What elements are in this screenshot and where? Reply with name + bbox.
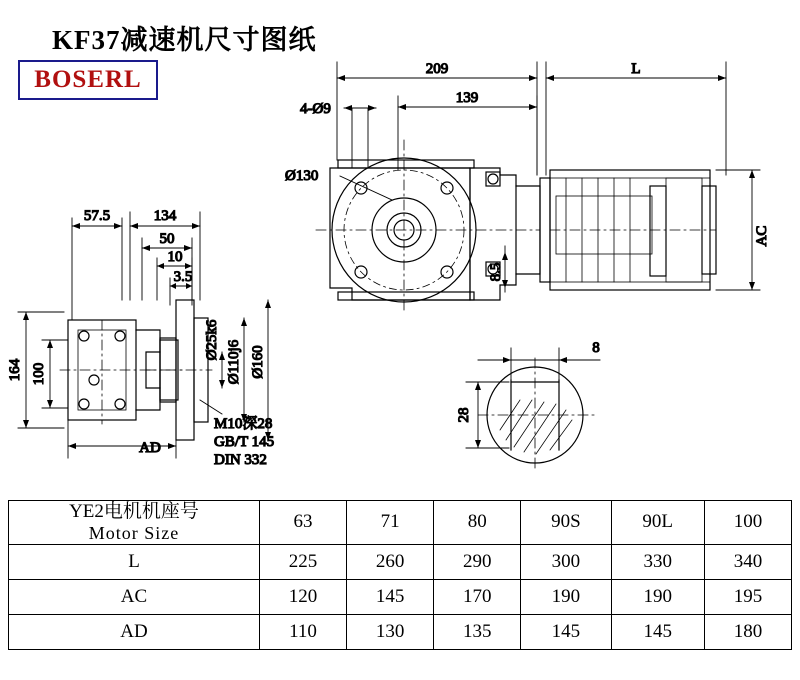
dim-label-O25k6: Ø25k6 — [204, 319, 220, 361]
dim-label-100: 100 — [31, 362, 47, 386]
table-col-header: 90L — [611, 501, 704, 545]
table-cell: 225 — [260, 544, 347, 579]
table-header-en: Motor Size — [88, 522, 180, 543]
page-title: KF37减速机尺寸图纸 — [52, 25, 317, 55]
table-cell: 330 — [611, 544, 704, 579]
dim-8 — [478, 348, 600, 384]
motor-size-table — [8, 500, 792, 650]
side-bolt — [115, 399, 125, 409]
table-row-label: AC — [9, 579, 260, 614]
dim-label-O160: Ø160 — [250, 345, 266, 379]
table-cell: 300 — [521, 544, 611, 579]
dim-label-164: 164 — [7, 358, 23, 382]
dim-label-134: 134 — [153, 208, 177, 224]
table-cell: 290 — [434, 544, 521, 579]
table-col-header: 100 — [704, 501, 791, 545]
table-header-cn: YE2电机机座号 — [69, 501, 199, 522]
table-cell: 130 — [347, 614, 434, 649]
table-row-label: L — [9, 544, 260, 579]
table-cell: 145 — [521, 614, 611, 649]
table-cell: 120 — [260, 579, 347, 614]
side-bolt — [115, 331, 125, 341]
brand-logo-text: BOSERL — [34, 66, 142, 93]
table-cell: 180 — [704, 614, 791, 649]
table-cell: 135 — [434, 614, 521, 649]
table-header-cell — [9, 501, 260, 545]
dim-57p5 — [72, 218, 122, 320]
housing-top-flange — [338, 160, 474, 168]
table-cell: 145 — [347, 579, 434, 614]
table-row-label: AD — [9, 614, 260, 649]
dim-label-O110j6: Ø110j6 — [226, 339, 242, 385]
table-cell: 340 — [704, 544, 791, 579]
note-standard-din332: DIN 332 — [214, 452, 267, 468]
dim-label-57p5: 57.5 — [83, 208, 111, 224]
dim-label-L: L — [631, 61, 641, 77]
table-cell: 110 — [260, 614, 347, 649]
table-col-header: 71 — [347, 501, 434, 545]
table-cell: 145 — [611, 614, 704, 649]
dim-209 — [337, 62, 537, 175]
dim-label-209: 209 — [425, 61, 449, 77]
side-bolt — [89, 375, 99, 385]
housing-bottom-flange — [338, 292, 474, 300]
table-cell: 190 — [611, 579, 704, 614]
dim-label-50: 50 — [159, 231, 175, 247]
table-row — [9, 579, 792, 614]
dim-L — [546, 62, 726, 175]
table-col-header: 90S — [521, 501, 611, 545]
dim-label-10: 10 — [167, 249, 183, 265]
table-cell: 195 — [704, 579, 791, 614]
motor-terminal-box — [650, 186, 666, 276]
motor-frame-window — [556, 196, 652, 254]
dim-label-8: 8 — [592, 340, 600, 356]
dim-label-3p5: 3.5 — [173, 269, 193, 285]
table-row — [9, 544, 792, 579]
table-cell: 260 — [347, 544, 434, 579]
dim-label-4xO9: 4-Ø9 — [300, 101, 331, 117]
dim-label-AC: AC — [754, 225, 770, 247]
dim-label-8p5: 8.5 — [488, 262, 504, 282]
gearbox-housing-outline — [330, 168, 470, 300]
side-bolt — [79, 331, 89, 341]
dim-label-O130: Ø130 — [285, 168, 319, 184]
note-thread-m10: M10深28 — [214, 416, 273, 432]
table-row — [9, 614, 792, 649]
table-cell: 190 — [521, 579, 611, 614]
table-cell: 170 — [434, 579, 521, 614]
note-standard-gbt145: GB/T 145 — [214, 434, 275, 450]
table-col-header: 80 — [434, 501, 521, 545]
table-row — [9, 501, 792, 545]
dim-label-139: 139 — [455, 90, 479, 106]
table-col-header: 63 — [260, 501, 347, 545]
motor-flange-plate — [540, 178, 550, 282]
dim-label-28: 28 — [456, 407, 472, 423]
dim-139 — [398, 96, 537, 175]
dim-label-AD: AD — [139, 440, 161, 456]
side-bolt — [79, 399, 89, 409]
